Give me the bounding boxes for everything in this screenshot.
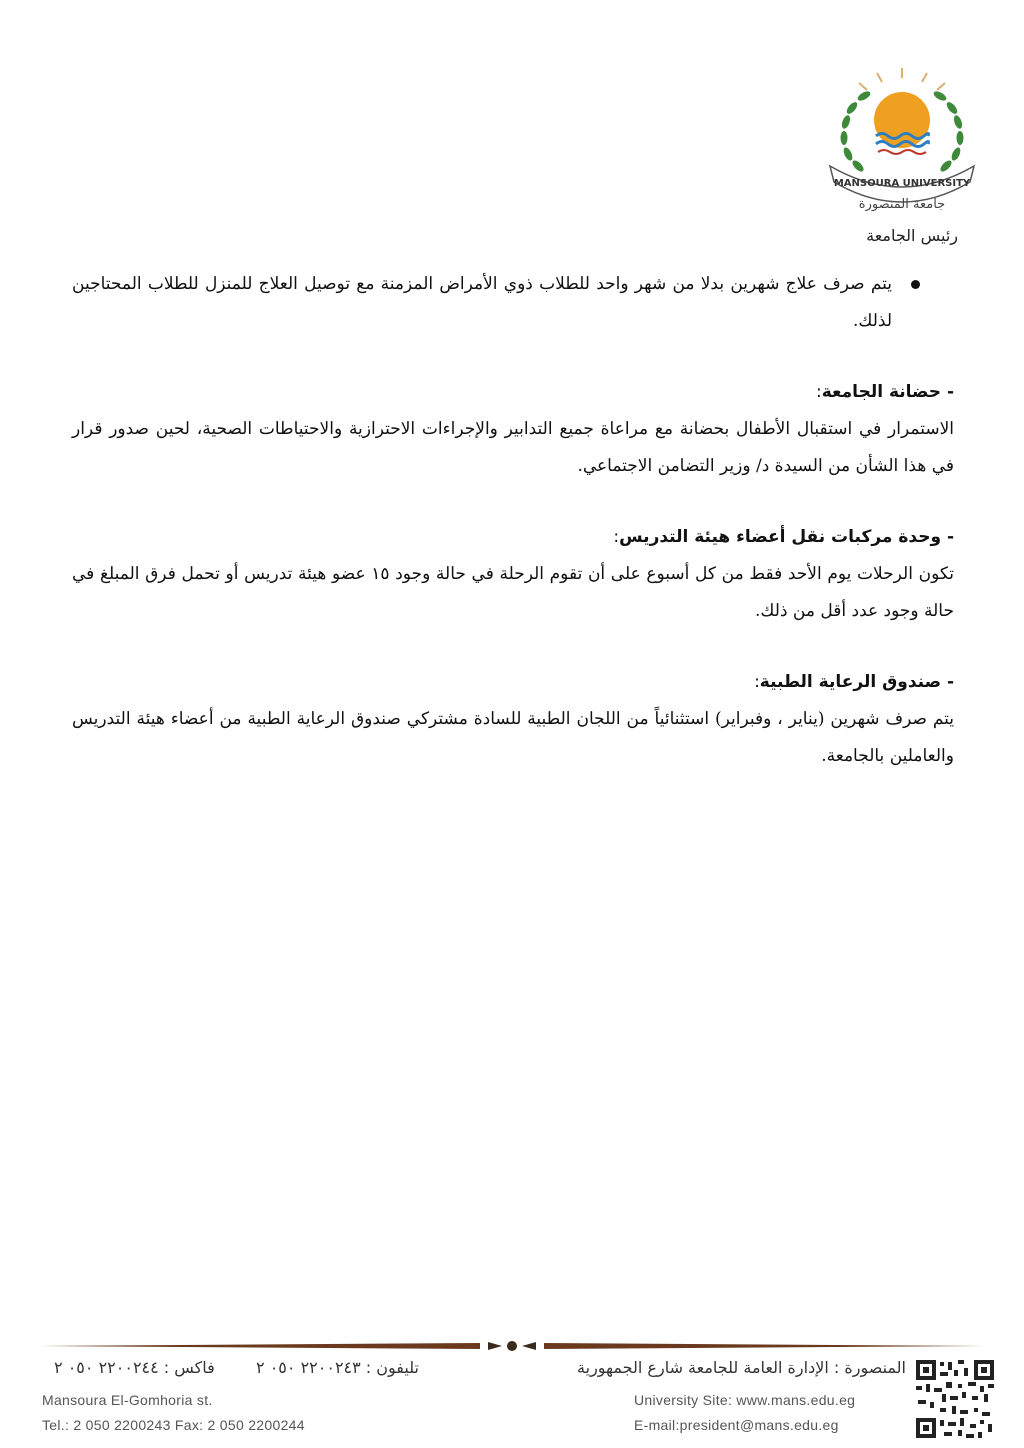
footer-address-en: Mansoura El-Gomhoria st. (42, 1392, 213, 1408)
heading-colon: : (754, 672, 760, 692)
section-nursery (72, 374, 954, 485)
section-body: تكون الرحلات يوم الأحد فقط من كل أسبوع على أن تقوم الرحلة في حالة وجود ١٥ عضو هيئة تدريس أو تحمل فرق المبلغ في حالة وجود عدد أقل من ذلك. (72, 564, 954, 621)
footer-email-en: E-mail:president@mans.edu.eg (634, 1417, 839, 1433)
logo-text-en: MANSOURA UNIVERSITY (833, 178, 971, 189)
university-logo (822, 58, 982, 218)
footer-phone-ar: تليفون : ٢٢٠٠٢٤٣ ٠٥٠ ٢ (256, 1358, 419, 1377)
section-heading-text: - حضانة الجامعة (821, 382, 954, 402)
section-heading-text: - وحدة مركبات نقل أعضاء هيئة التدريس (619, 527, 954, 547)
footer-fax-ar: فاكس : ٢٢٠٠٢٤٤ ٠٥٠ ٢ (54, 1358, 215, 1377)
bullet-text: يتم صرف علاج شهرين بدلا من شهر واحد للطلاب ذوي الأمراض المزمنة مع توصيل العلاج للمنزل للطلاب المحتاجين لذلك. (72, 274, 892, 331)
section-medical-fund (72, 664, 954, 775)
section-transport (72, 519, 954, 630)
bullet-item (72, 266, 954, 340)
footer-site-en: University Site: www.mans.edu.eg (634, 1392, 856, 1408)
section-heading (72, 374, 954, 411)
section-heading-text: - صندوق الرعاية الطبية (759, 672, 954, 692)
section-body: الاستمرار في استقبال الأطفال بحضانة مع مراعاة جميع التدابير والإجراءات الاحترازية والاحتياطات الصحية، لحين صدور قرار في هذا الشأن من السيدة د/ وزير التضامن الاجتماعي. (72, 419, 954, 476)
bullet-dot (911, 280, 920, 289)
section-heading (72, 519, 954, 556)
section-heading (72, 664, 954, 701)
heading-colon: : (613, 527, 620, 547)
qr-code-icon (914, 1358, 996, 1440)
letter-body (72, 266, 954, 775)
office-label: رئيس الجامعة (866, 226, 958, 245)
section-body: يتم صرف شهرين (يناير ، وفبراير) استثنائياً من اللجان الطبية للسادة مشتركي صندوق الرعاية الطبية من أعضاء هيئة التدريس والعاملين بالجامعة. (72, 709, 954, 766)
footer-tel-fax-en: Tel.: 2 050 2200243 Fax: 2 050 2200244 (42, 1417, 305, 1433)
logo-text-ar: جامعة المنصورة (858, 197, 946, 212)
footer-address-ar: المنصورة : الإدارة العامة للجامعة شارع الجمهورية (577, 1358, 906, 1377)
footer-divider (40, 1338, 984, 1352)
heading-colon: : (816, 382, 822, 402)
